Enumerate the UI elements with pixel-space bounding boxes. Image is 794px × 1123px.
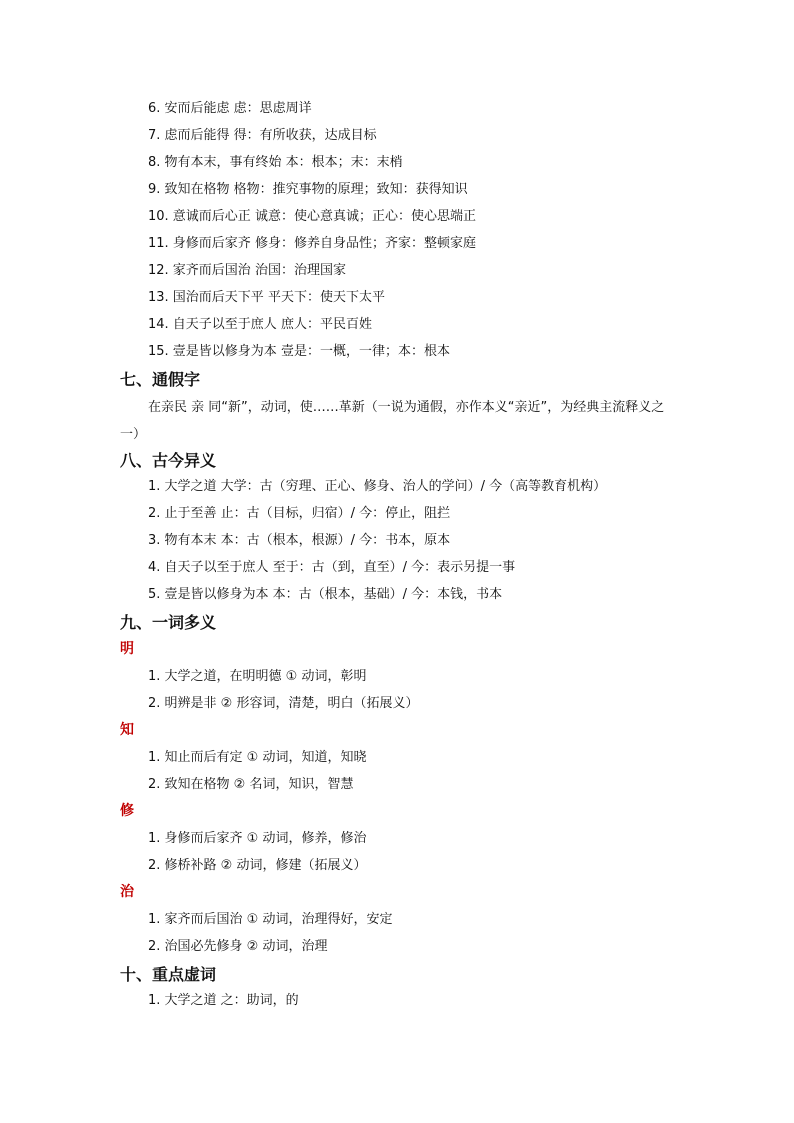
list-item: 2. 明辨是非 ② 形容词，清楚，明白（拓展义） — [148, 696, 419, 711]
list-item: 5. 壹是皆以修身为本 本：古（根本，基础）/ 今：本钱，书本 — [148, 587, 503, 602]
section-heading-yiciduoyi: 九、一词多义 — [120, 613, 217, 632]
list-item: 1. 身修而后家齐 ① 动词，修养，修治 — [148, 831, 367, 846]
list-item: 2. 止于至善 止：古（目标，归宿）/ 今：停止，阻拦 — [148, 506, 451, 521]
section-heading-zhongdianxuci: 十、重点虚词 — [120, 965, 217, 984]
list-item: 3. 物有本末 本：古（根本，根源）/ 今：书本，原本 — [148, 533, 451, 548]
keyword-ming: 明 — [120, 641, 134, 657]
list-item: 1. 知止而后有定 ① 动词，知道，知晓 — [148, 750, 367, 765]
list-item: 8. 物有本末，事有终始 本：根本；末：末梢 — [148, 155, 403, 170]
list-item: 1. 大学之道 之：助词，的 — [148, 993, 299, 1008]
keyword-zhi-govern: 治 — [120, 884, 134, 900]
keyword-zhi: 知 — [120, 722, 134, 738]
list-item: 4. 自天子以至于庶人 至于：古（到，直至）/ 今：表示另提一事 — [148, 560, 516, 575]
list-item: 14. 自天子以至于庶人 庶人：平民百姓 — [148, 317, 372, 332]
keyword-xiu: 修 — [120, 803, 134, 819]
list-item: 1. 大学之道，在明明德 ① 动词，彰明 — [148, 669, 367, 684]
list-item: 6. 安而后能虑 虑：思虑周详 — [148, 101, 312, 116]
list-item: 2. 治国必先修身 ② 动词，治理 — [148, 939, 328, 954]
list-item: 2. 致知在格物 ② 名词，知识，智慧 — [148, 777, 354, 792]
section-heading-tongjiazi: 七、通假字 — [120, 370, 201, 389]
list-item: 11. 身修而后家齐 修身：修养自身品性；齐家：整顿家庭 — [148, 236, 476, 251]
list-item: 2. 修桥补路 ② 动词，修建（拓展义） — [148, 858, 367, 873]
list-item: 15. 壹是皆以修身为本 壹是：一概，一律；本：根本 — [148, 344, 450, 359]
list-item: 7. 虑而后能得 得：有所收获，达成目标 — [148, 128, 377, 143]
list-item: 13. 国治而后天下平 平天下：使天下太平 — [148, 290, 385, 305]
section-heading-gujinyiyi: 八、古今异义 — [120, 451, 217, 470]
list-item: 10. 意诚而后心正 诚意：使心意真诚；正心：使心思端正 — [148, 209, 476, 224]
list-item: 1. 家齐而后国治 ① 动词，治理得好，安定 — [148, 912, 393, 927]
list-item: 1. 大学之道 大学：古（穷理、正心、修身、治人的学问）/ 今（高等教育机构） — [148, 479, 607, 494]
section-paragraph: 在亲民 亲 同“新”，动词，使……革新（一说为通假，亦作本义“亲近”，为经典主流释义之一） — [120, 400, 665, 442]
list-item: 12. 家齐而后国治 治国：治理国家 — [148, 263, 346, 278]
list-item: 9. 致知在格物 格物：推究事物的原理；致知：获得知识 — [148, 182, 468, 197]
